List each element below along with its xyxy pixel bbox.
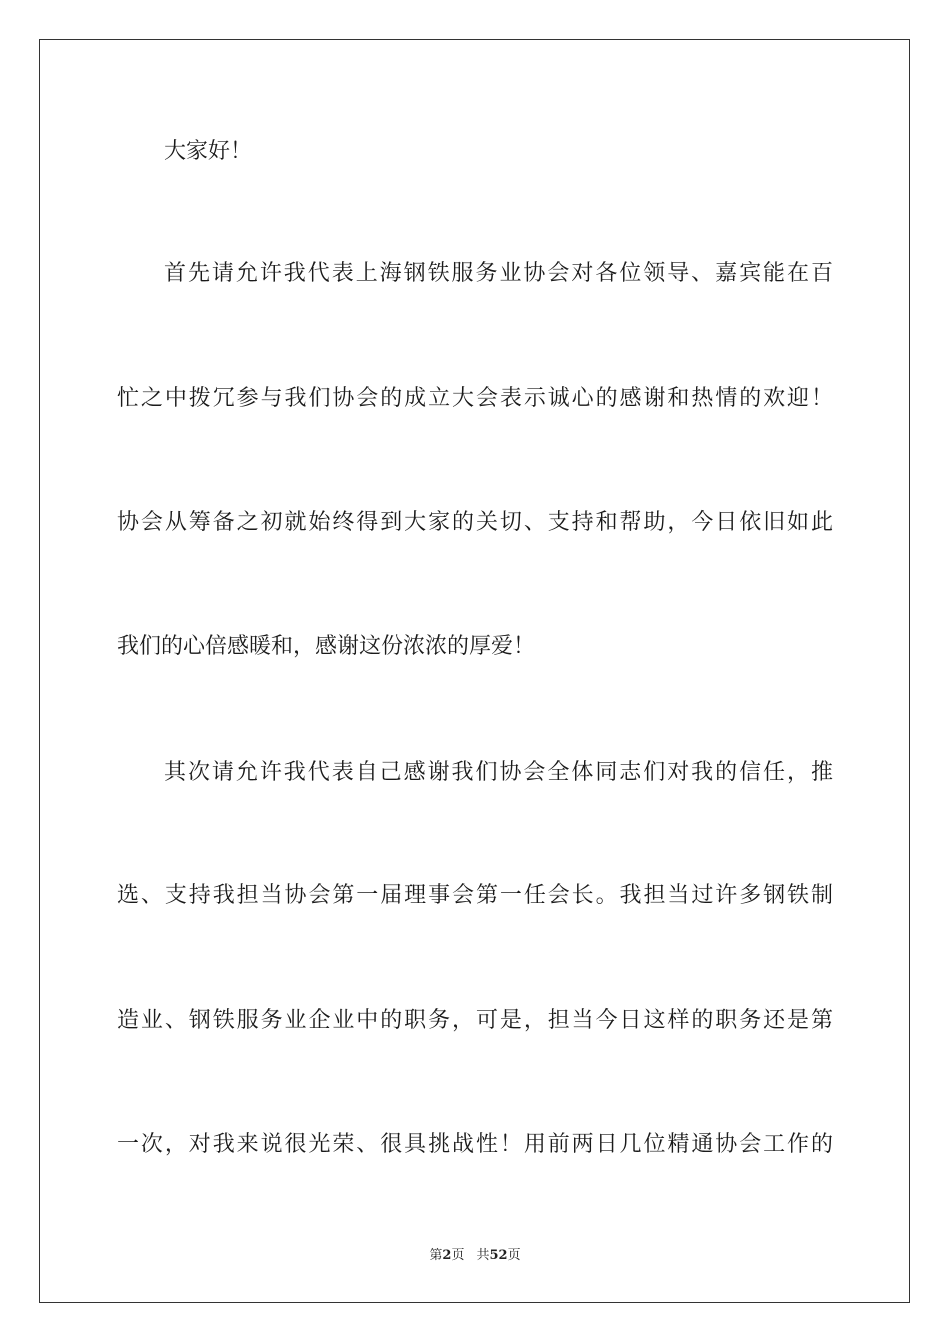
footer-page-number: 2 <box>442 1248 452 1263</box>
paragraph-2-line-4: 一次，对我来说很光荣、很具挑战性！用前两日几位精通协会工作的 <box>117 1132 833 1157</box>
paragraph-1-line-2: 忙之中拨冗参与我们协会的成立大会表示诚心的感谢和热情的欢迎！ <box>117 386 833 411</box>
paragraph-1-line-4: 我们的心倍感暖和，感谢这份浓浓的厚爱！ <box>117 634 536 659</box>
page-border <box>39 39 910 1303</box>
greeting-line: 大家好！ <box>164 139 253 164</box>
paragraph-2-line-1: 其次请允许我代表自己感谢我们协会全体同志们对我的信任，推 <box>164 760 833 785</box>
paragraph-2-line-3: 造业、钢铁服务业企业中的职务，可是，担当今日这样的职务还是第 <box>117 1008 833 1033</box>
footer-total-prefix: 共 <box>476 1248 490 1263</box>
page-footer <box>0 1247 950 1265</box>
footer-page-suffix: 页 <box>451 1248 465 1263</box>
footer-total-suffix: 页 <box>507 1248 521 1263</box>
footer-page-prefix: 第 <box>429 1248 443 1263</box>
footer-total-number: 52 <box>489 1248 508 1263</box>
paragraph-2-line-2: 选、支持我担当协会第一届理事会第一任会长。我担当过许多钢铁制 <box>117 883 833 908</box>
paragraph-1-line-3: 协会从筹备之初就始终得到大家的关切、支持和帮助，今日依旧如此 <box>117 510 833 535</box>
paragraph-1-line-1: 首先请允许我代表上海钢铁服务业协会对各位领导、嘉宾能在百 <box>164 261 833 286</box>
